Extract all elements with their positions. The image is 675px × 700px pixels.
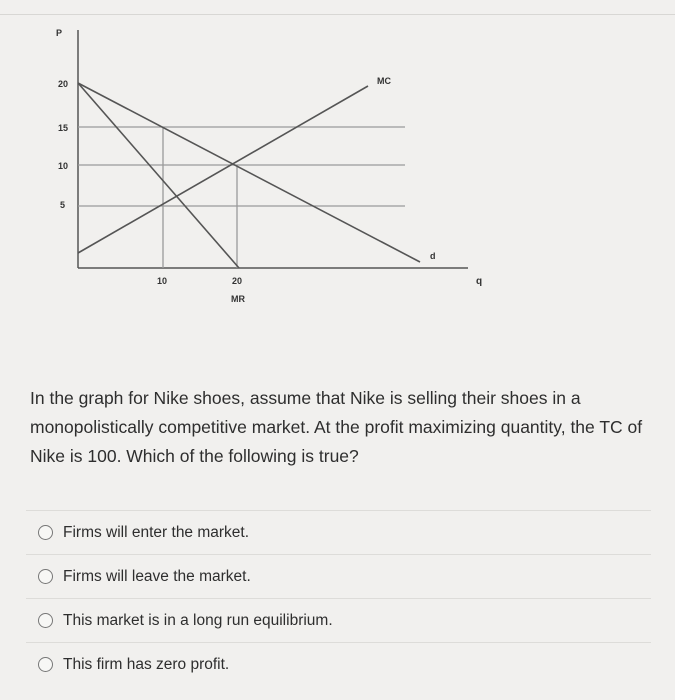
x-axis-label: q [476,276,483,287]
y-tick-10: 10 [58,161,69,171]
mc-label: MC [377,76,391,86]
option-zero-profit[interactable] [26,642,651,686]
option-firms-leave[interactable] [26,554,651,598]
option-firms-enter[interactable] [26,510,651,554]
x-tick-20: 20 [232,276,243,286]
y-axis-label: P [56,28,63,38]
option-long-run-equilibrium[interactable] [26,598,651,642]
radio-button[interactable] [38,569,53,584]
marginal-cost-curve [78,86,368,253]
radio-button[interactable] [38,613,53,628]
economics-graph [0,0,675,330]
option-label: Firms will leave the market. [63,567,251,585]
y-tick-15: 15 [58,123,69,133]
demand-label: d [430,251,436,261]
option-label: This market is in a long run equilibrium. [63,611,333,629]
question-text: In the graph for Nike shoes, assume that Nike is selling their shoes in a monopolistically competitive market. At the profit maximizing quantity, the TC of Nike is 100. Which of the following is true? [30,388,643,466]
answer-options [26,510,651,686]
y-tick-20: 20 [58,79,69,89]
radio-button[interactable] [38,525,53,540]
marginal-revenue-curve [78,83,239,268]
demand-curve [78,83,420,262]
mr-label: MR [231,294,245,304]
x-tick-10: 10 [157,276,168,286]
radio-button[interactable] [38,657,53,672]
y-tick-5: 5 [60,200,66,210]
option-label: Firms will enter the market. [63,523,250,541]
option-label: This firm has zero profit. [63,655,230,673]
